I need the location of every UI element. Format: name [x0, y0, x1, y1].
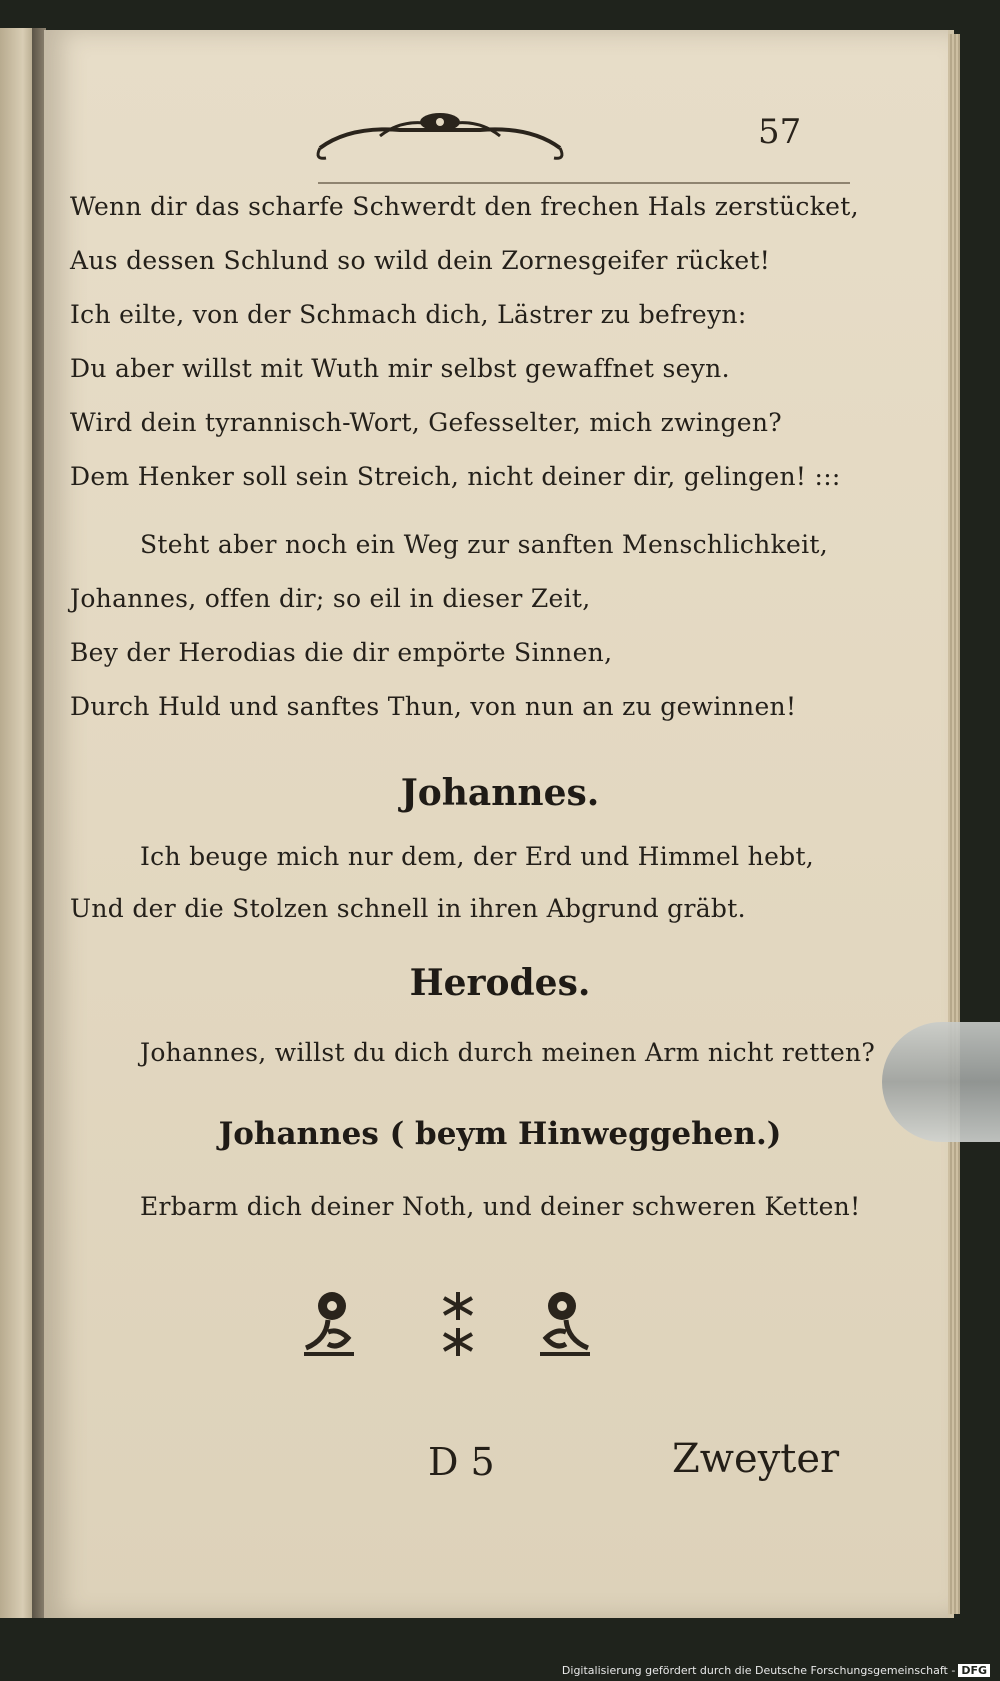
credit-text: Digitalisierung gefördert durch die Deutsche Forschungsgemeinschaft -	[561, 1664, 956, 1677]
verse-line: Wenn dir das scharfe Schwerdt den frechen Hals zerstücket,	[70, 192, 859, 221]
speech-line: Und der die Stolzen schnell in ihren Abgrund gräbt.	[70, 894, 746, 923]
star-ornament-icon	[438, 1288, 478, 1360]
verse-line: Bey der Herodias die dir empörte Sinnen,	[70, 638, 613, 667]
page-block-edge	[948, 34, 960, 1614]
verse-line: Steht aber noch ein Weg zur sanften Menschlichkeit,	[140, 530, 829, 559]
page-clip	[882, 1022, 1000, 1142]
catchword: Zweyter	[672, 1436, 840, 1482]
verse-line: Aus dessen Schlund so wild dein Zornesgeifer rücket!	[70, 246, 771, 275]
verse-line: Dem Henker soll sein Streich, nicht deiner dir, gelingen! :::	[70, 462, 841, 491]
flower-ornament-icon	[298, 1288, 360, 1360]
verse-line: Wird dein tyrannisch-Wort, Gefesselter, mich zwingen?	[70, 408, 782, 437]
digitization-credit	[562, 1664, 990, 1677]
sheet-signature: D 5	[428, 1440, 495, 1484]
speaker-name: Herodes.	[409, 962, 591, 1004]
flower-ornament-icon	[534, 1288, 596, 1360]
speech-line: Erbarm dich deiner Noth, und deiner schweren Ketten!	[140, 1192, 861, 1221]
header-ornament	[310, 108, 570, 168]
speech-line: Ich beuge mich nur dem, der Erd und Himmel hebt,	[140, 842, 815, 871]
speech-line: Johannes, willst du dich durch meinen Arm nicht retten?	[140, 1038, 876, 1067]
verse-line: Durch Huld und sanftes Thun, von nun an zu gewinnen!	[70, 692, 797, 721]
page-number: 57	[758, 112, 802, 152]
dfg-logo: DFG	[958, 1664, 990, 1677]
verse-line: Du aber willst mit Wuth mir selbst gewaffnet seyn.	[70, 354, 730, 383]
speaker-name: Johannes.	[400, 772, 600, 814]
verse-line: Johannes, offen dir; so eil in dieser Zeit,	[70, 584, 591, 613]
speaker-name: Johannes ( beym Hinweggehen.)	[218, 1116, 782, 1152]
header-rule	[318, 182, 850, 184]
verse-line: Ich eilte, von der Schmach dich, Lästrer zu befreyn:	[70, 300, 747, 329]
